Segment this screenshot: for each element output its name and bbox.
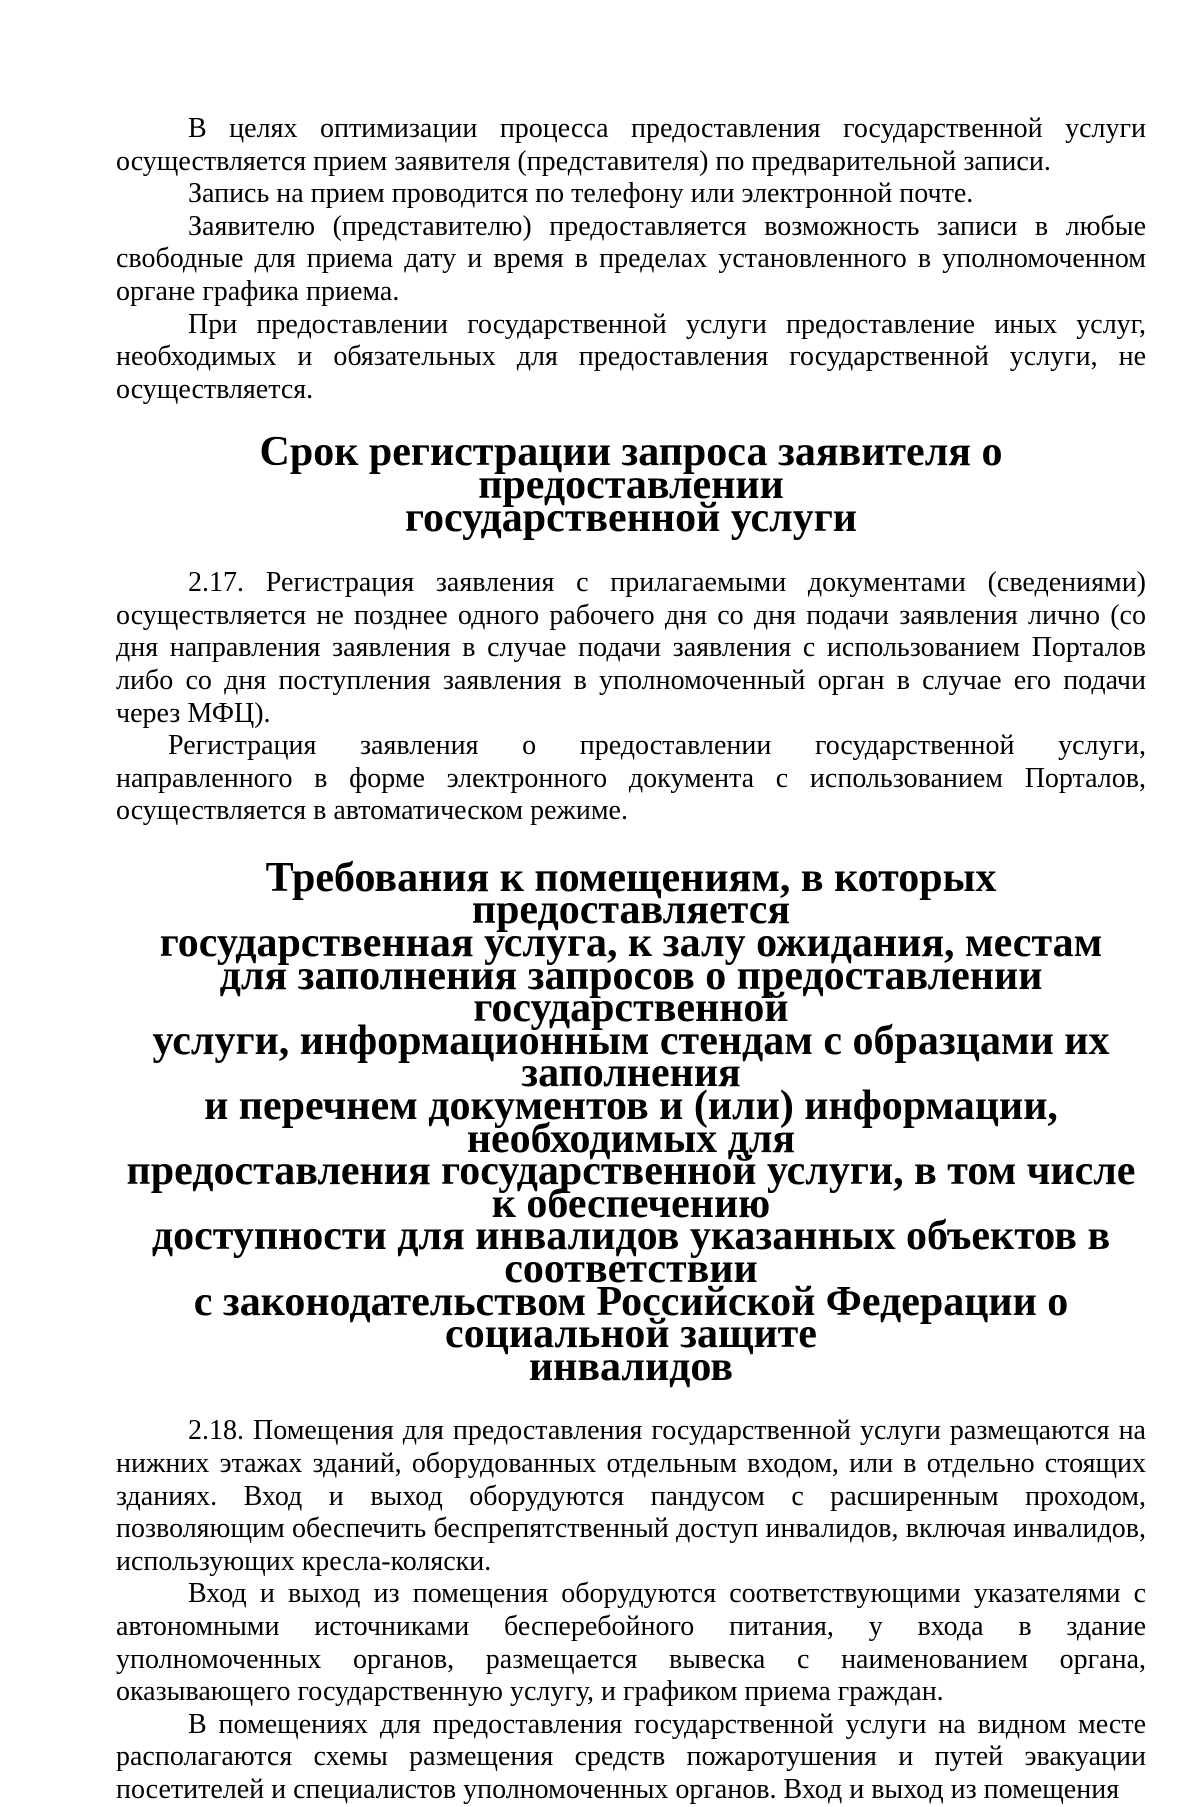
heading-line: услуги, информационным стендам с образцами их заполнения [152,1017,1110,1097]
paragraph: Запись на прием проводится по телефону или электронной почте. [188,178,974,210]
paragraph: Вход и выход из помещения оборудуются соответствующими указателями с автономными источниками бесперебойного питания, у входа в здание уполномоченных органов, размещается вывеска с наименованием органа, оказывающего государственную услугу, и графиком приема граждан. [116,1578,1146,1708]
section-heading-premises [116,854,1146,1390]
section-appointment [116,113,1146,406]
paragraph: 2.17. Регистрация заявления с прилагаемыми документами (сведениями) осуществляется не позднее одного рабочего дня со дня подачи заявления лично (со дня направления заявления в случае подачи заявления с использованием Порталов либо со дня поступления заявления в уполномоченный орган в случае его подачи через МФЦ). [116,567,1146,729]
paragraph: В помещениях для предоставления государственной услуги на видном месте располагаются схемы размещения средств пожаротушения и путей эвакуации посетителей и специалистов уполномоченных органов. Вход и выход из помещения [116,1708,1146,1805]
heading-line: государственной услуги [405,494,857,541]
heading-line: государственная услуга, к залу ожидания, местам [159,920,1103,967]
paragraph: Заявителю (представителю) предоставляется возможность записи в любые свободные для приема дату и время в пределах установленного в уполномоченном органе графика приема. [116,210,1146,307]
heading-line: Срок регистрации запроса заявителя о предоставлении [259,429,1003,508]
paragraph: Регистрация заявления о предоставлении государственной услуги, направленного в форме электронного документа с использованием Порталов, осуществляется в автоматическом режиме. [116,730,1146,827]
document-page [116,113,1146,1807]
heading-line: предоставления государственной услуги, в том числе к обеспечению [126,1148,1136,1227]
heading-line: для заполнения запросов о предоставлении государственной [219,952,1043,1032]
heading-line: с законодательством Российской Федерации о социальной защите [193,1278,1069,1358]
heading-line: и перечнем документов и (или) информации, необходимых для [204,1083,1058,1162]
paragraph: При предоставлении государственной услуги предоставление иных услуг, необходимых и обязательных для предоставления государственной услуги, не осуществляется. [116,308,1146,405]
heading-line: доступности для инвалидов указанных объектов в соответствии [151,1213,1111,1292]
heading-line: Требования к помещениям, в которых предоставляется [265,854,997,934]
paragraph: В целях оптимизации процесса предоставления государственной услуги осуществляется прием заявителя (представителя) по предварительной записи. [116,113,1146,177]
heading-line: инвалидов [528,1343,734,1390]
section-premises [116,1415,1146,1806]
section-heading-registration [116,429,1146,541]
section-registration [116,567,1146,828]
paragraph: 2.18. Помещения для предоставления государственной услуги размещаются на нижних этажах зданий, оборудованных отдельным входом, или в отдельно стоящих зданиях. Вход и выход оборудуются пандусом с расширенным проходом, позволяющим обеспечить беспрепятственный доступ инвалидов, включая инвалидов, использующих кресла-коляски. [116,1415,1146,1577]
